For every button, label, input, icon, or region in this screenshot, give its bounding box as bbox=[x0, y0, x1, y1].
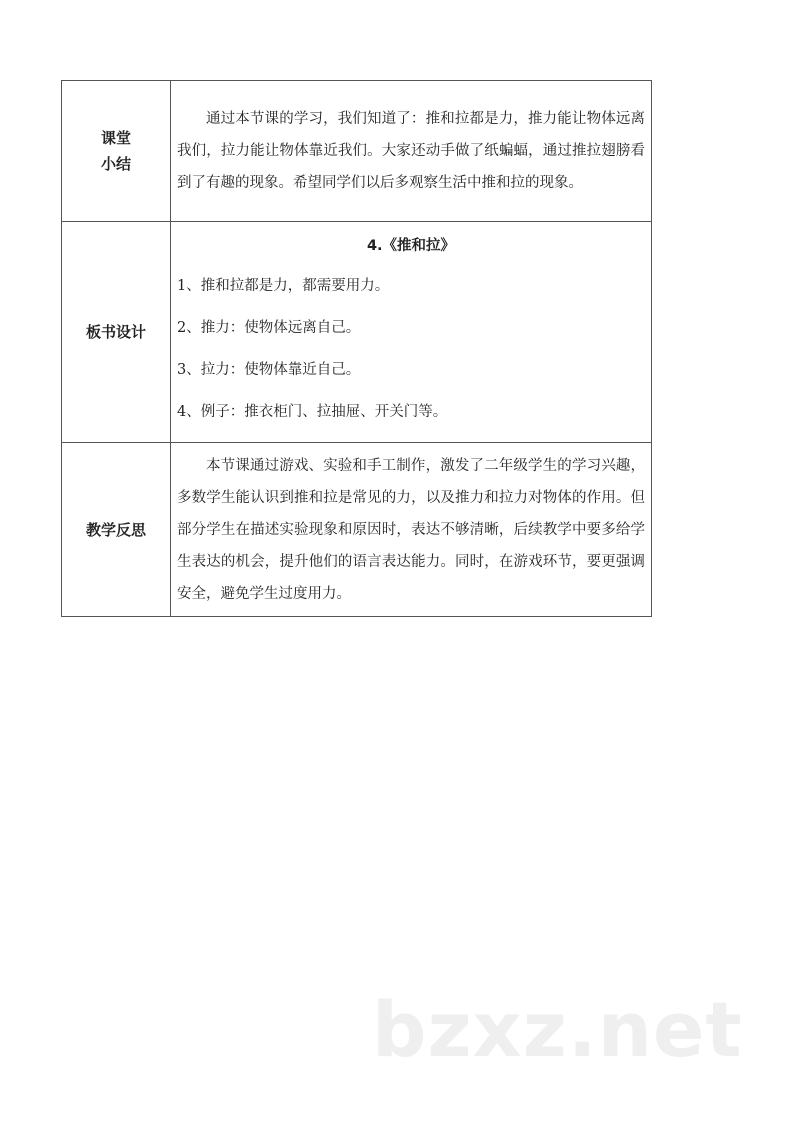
reflection-content bbox=[171, 443, 652, 617]
reflection-text: 本节课通过游戏、实验和手工制作，激发了二年级学生的学习兴趣，多数学生能认识到推和拉是常见的力，以及推力和拉力对物体的作用。但部分学生在描述实验现象和原因时，表达不够清晰，后续教学中要多给学生表达的机会，提升他们的语言表达能力。同时，在游戏环节，要更强调安全，避免学生过度用力。 bbox=[177, 457, 645, 602]
board-design-row bbox=[62, 222, 652, 443]
lesson-plan-table bbox=[61, 80, 652, 617]
board-design-label: 板书设计 bbox=[62, 222, 171, 443]
board-design-content bbox=[171, 222, 652, 443]
watermark: bzxz.net bbox=[372, 985, 743, 1074]
reflection-label: 教学反思 bbox=[62, 443, 171, 617]
board-item-2: 2、推力：使物体远离自己。 bbox=[177, 320, 361, 336]
summary-label-line2: 小结 bbox=[100, 155, 131, 173]
reflection-row bbox=[62, 443, 652, 617]
summary-text: 通过本节课的学习，我们知道了：推和拉都是力，推力能让物体远离我们，拉力能让物体靠近我们。大家还动手做了纸蝙蝠，通过推拉翅膀看到了有趣的现象。希望同学们以后多观察生活中推和拉的现象。 bbox=[177, 111, 645, 191]
summary-label-line1: 课堂 bbox=[100, 129, 131, 147]
summary-label bbox=[62, 81, 171, 222]
summary-row bbox=[62, 81, 652, 222]
board-item-4: 4、例子：推衣柜门、拉抽屉、开关门等。 bbox=[177, 404, 448, 420]
board-item-1: 1、推和拉都是力，都需要用力。 bbox=[177, 278, 390, 294]
summary-content bbox=[171, 81, 652, 222]
board-item-3: 3、拉力：使物体靠近自己。 bbox=[177, 362, 361, 378]
board-design-title: 4.《推和拉》 bbox=[366, 238, 456, 254]
